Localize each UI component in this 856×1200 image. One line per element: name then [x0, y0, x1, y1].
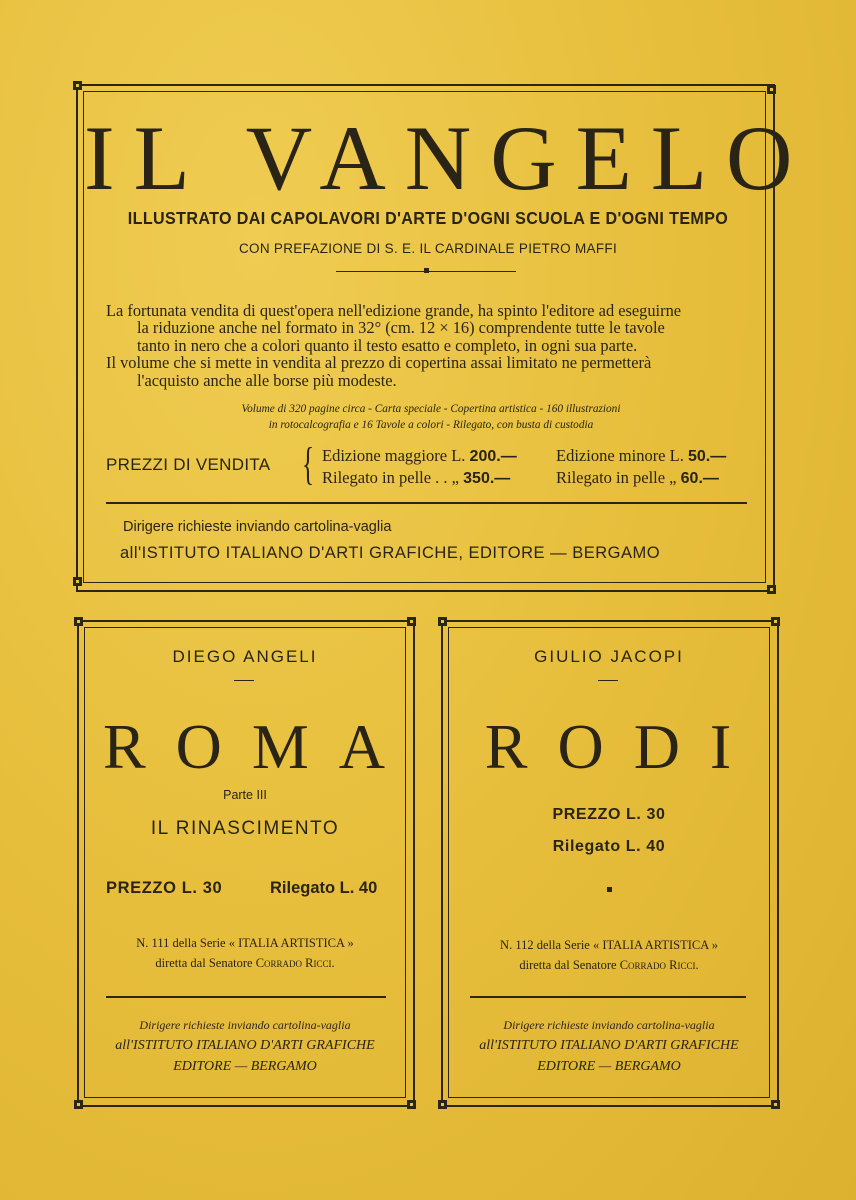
publisher-line: all'ISTITUTO ITALIANO D'ARTI GRAFICHE, EDITORE — BERGAMO: [120, 544, 661, 562]
corner-ornament-icon: [73, 81, 82, 90]
corner-ornament-icon: [438, 617, 447, 626]
price-row: [322, 468, 510, 488]
vangelo-title: IL VANGELO: [84, 107, 812, 209]
ornament-rule: [234, 680, 254, 681]
roma-price: PREZZO L. 30: [106, 879, 223, 897]
vangelo-subtitle: ILLUSTRATO DAI CAPOLAVORI D'ARTE D'OGNI SCUOLA E D'OGNI TEMPO: [127, 208, 729, 228]
price-label: Rilegato in pelle „: [556, 468, 677, 487]
ornament-rule: [598, 680, 618, 681]
roma-part: Parte III: [223, 788, 267, 802]
price-label: Edizione minore L.: [556, 446, 684, 465]
request-line: Dirigere richieste inviando cartolina-vaglia: [123, 519, 392, 535]
roma-bound-price: Rilegato L. 40: [270, 879, 378, 897]
rodi-price: PREZZO L. 30: [552, 806, 666, 823]
price-value: 200.—: [469, 448, 517, 465]
rodi-director-line: [450, 958, 768, 973]
price-row: [322, 446, 517, 466]
price-label: Edizione maggiore L.: [322, 446, 466, 465]
director-prefix: diretta dal Senatore: [155, 956, 253, 970]
description-line: l'acquisto anche alle borse più modeste.: [137, 370, 397, 390]
roma-publisher-line-1: all'ISTITUTO ITALIANO D'ARTI GRAFICHE: [115, 1038, 375, 1053]
price-label: Rilegato in pelle . . „: [322, 468, 460, 487]
rodi-author: GIULIO JACOPI: [534, 647, 684, 666]
divider: [106, 502, 747, 504]
price-value: 60.—: [680, 470, 719, 487]
corner-ornament-icon: [767, 585, 776, 594]
rodi-publisher-line-1: all'ISTITUTO ITALIANO D'ARTI GRAFICHE: [479, 1038, 739, 1053]
roma-series-line: N. 111 della Serie « ITALIA ARTISTICA »: [136, 936, 354, 950]
corner-ornament-icon: [407, 617, 416, 626]
corner-ornament-icon: [407, 1100, 416, 1109]
rodi-publisher-line-2: EDITORE — BERGAMO: [537, 1059, 681, 1074]
divider: [470, 996, 746, 998]
price-value: 50.—: [687, 448, 727, 465]
roma-title: ROMA: [102, 711, 416, 782]
corner-ornament-icon: [771, 1100, 780, 1109]
director-prefix: diretta dal Senatore: [519, 958, 617, 972]
rodi-request-line: Dirigere richieste inviando cartolina-vaglia: [503, 1018, 715, 1032]
roma-director-line: [86, 956, 404, 971]
roma-request-line: Dirigere richieste inviando cartolina-vaglia: [139, 1018, 351, 1032]
corner-ornament-icon: [74, 1100, 83, 1109]
description-line: La fortunata vendita di quest'opera nell'edizione grande, ha spinto l'editore ad eseguirne: [106, 301, 682, 320]
corner-ornament-icon: [438, 1100, 447, 1109]
rodi-title: RODI: [484, 711, 762, 782]
corner-ornament-icon: [73, 577, 82, 586]
corner-ornament-icon: [74, 617, 83, 626]
ornament-square-icon: [424, 268, 429, 273]
rodi-series-line: N. 112 della Serie « ITALIA ARTISTICA »: [500, 938, 718, 952]
vangelo-preface: CON PREFAZIONE DI S. E. IL CARDINALE PIETRO MAFFI: [238, 241, 617, 256]
price-row: [556, 468, 719, 488]
description-line: Il volume che si mette in vendita al prezzo di copertina assai limitato ne permetterà: [106, 353, 652, 373]
ornament-square-icon: [607, 887, 612, 892]
roma-subtitle: IL RINASCIMENTO: [150, 818, 340, 839]
roma-author: DIEGO ANGELI: [172, 647, 318, 666]
vangelo-description: [106, 302, 756, 389]
corner-ornament-icon: [771, 617, 780, 626]
corner-ornament-icon: [767, 85, 776, 94]
volume-note-line-1: Volume di 320 pagine circa - Carta speciale - Copertina artistica - 160 illustrazioni: [241, 403, 621, 415]
rodi-bound-price: Rilegato L. 40: [552, 838, 666, 855]
brace-icon: {: [301, 438, 315, 489]
prices-label: PREZZI DI VENDITA: [106, 455, 271, 474]
director-name: Corrado Ricci.: [255, 956, 335, 970]
director-name: Corrado Ricci.: [619, 958, 699, 972]
divider: [106, 996, 386, 998]
roma-publisher-line-2: EDITORE — BERGAMO: [173, 1059, 317, 1074]
description-line: la riduzione anche nel formato in 32° (cm. 12 × 16) comprendente tutte le tavole: [137, 318, 665, 338]
price-row: [556, 446, 726, 466]
volume-note-line-2: in rotocalcografia e 16 Tavole a colori - Rilegato, con busta di custodia: [268, 419, 594, 431]
price-value: 350.—: [463, 470, 511, 487]
description-line: tanto in nero che a colori quanto il testo esatto e completo, in ogni sua parte.: [137, 335, 638, 355]
